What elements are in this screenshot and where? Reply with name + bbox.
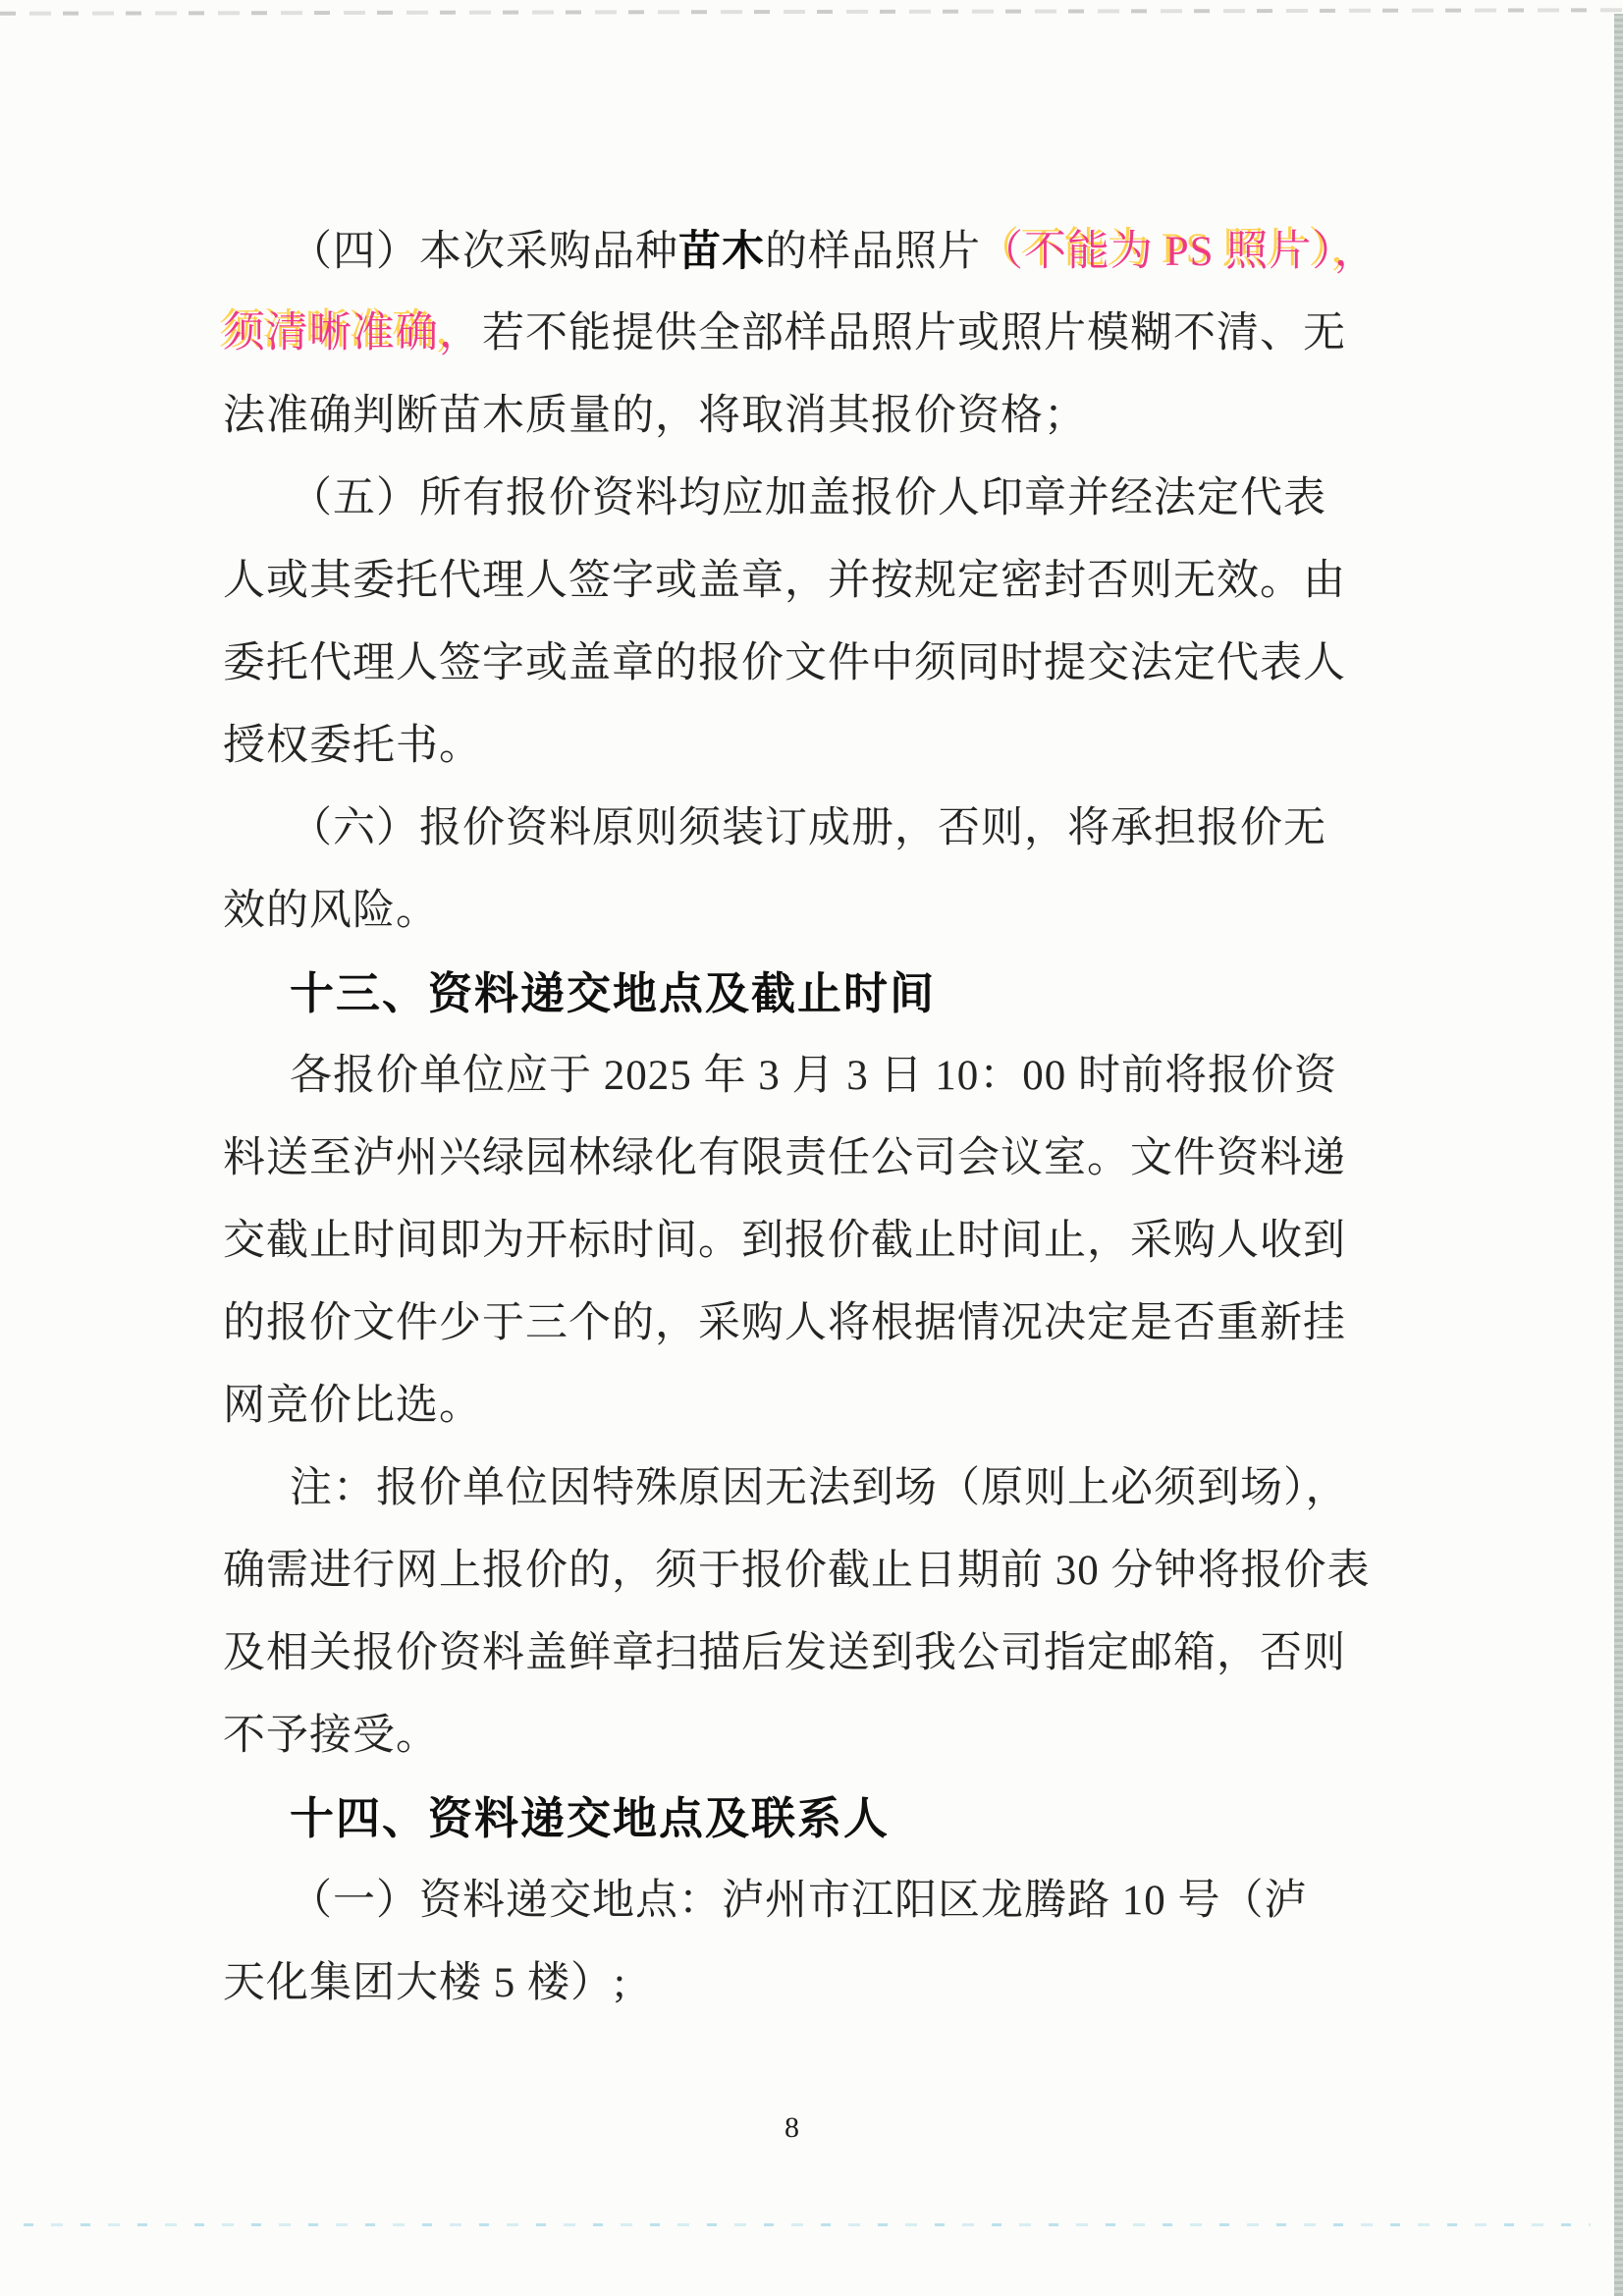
text-segment: 委托代理人签字或盖章的报价文件中须同时提交法定代表人 bbox=[223, 640, 1346, 686]
text-line bbox=[223, 1942, 1381, 2025]
text-line bbox=[223, 1035, 1381, 1118]
text-segment: 注：报价单位因特殊原因无法到场（原则上必须到场）， bbox=[290, 1465, 1349, 1511]
text-line bbox=[223, 458, 1381, 540]
text-segment: 确需进行网上报价的，须于报价截止日期前 30 分钟将报价表 bbox=[223, 1548, 1371, 1594]
document-text-block bbox=[223, 210, 1381, 2025]
text-segment: 十四、资料递交地点及联系人 bbox=[290, 1793, 891, 1843]
text-segment: 及相关报价资料盖鲜章扫描后发送到我公司指定邮箱，否则 bbox=[223, 1630, 1346, 1676]
text-line bbox=[223, 1530, 1381, 1613]
text-segment: （六）报价资料原则须装订成册，否则，将承担报价无 bbox=[290, 805, 1326, 851]
text-segment: 授权委托书。 bbox=[223, 723, 482, 769]
scan-artifact-right-edge bbox=[1614, 14, 1623, 2296]
scan-artifact-top-edge bbox=[0, 8, 1623, 15]
text-line bbox=[223, 1613, 1381, 1695]
text-segment: 交截止时间即为开标时间。到报价截止时间止，采购人收到 bbox=[223, 1218, 1346, 1264]
text-segment: 若不能提供全部样品照片或照片模糊不清、无 bbox=[482, 310, 1346, 356]
text-segment: （五）所有报价资料均应加盖报价人印章并经法定代表 bbox=[290, 475, 1326, 521]
text-segment: （一）资料递交地点：泸州市江阳区龙腾路 10 号（泸 bbox=[290, 1878, 1308, 1924]
text-line bbox=[223, 1200, 1381, 1283]
text-segment: 人或其委托代理人签字或盖章，并按规定密封否则无效。由 bbox=[223, 558, 1346, 604]
text-segment: 天化集团大楼 5 楼）; bbox=[223, 1960, 626, 2006]
text-segment: 的样品照片 bbox=[765, 229, 981, 275]
red-emphasis-segment: 须清晰准确， bbox=[223, 310, 482, 356]
text-line bbox=[223, 1118, 1381, 1200]
text-segment: 不予接受。 bbox=[223, 1713, 439, 1759]
text-line bbox=[223, 870, 1381, 953]
text-line bbox=[223, 1283, 1381, 1365]
page-number: 8 bbox=[784, 2111, 799, 2144]
text-segment: 十三、资料递交地点及截止时间 bbox=[290, 968, 937, 1018]
red-emphasis-segment: （不能为 PS 照片）， bbox=[981, 229, 1378, 275]
text-segment: 料送至泸州兴绿园林绿化有限责任公司会议室。文件资料递 bbox=[223, 1135, 1346, 1181]
text-line bbox=[223, 788, 1381, 870]
text-line bbox=[223, 705, 1381, 788]
bold-emphasis-segment: 苗木 bbox=[678, 228, 765, 275]
scan-artifact-bottom-line bbox=[24, 2223, 1591, 2226]
section-heading bbox=[223, 953, 1381, 1035]
text-line bbox=[223, 210, 1381, 293]
text-line bbox=[223, 1860, 1381, 1942]
text-segment: 效的风险。 bbox=[223, 888, 439, 934]
section-heading bbox=[223, 1777, 1381, 1860]
text-line bbox=[223, 623, 1381, 705]
text-segment: 网竞价比选。 bbox=[223, 1383, 482, 1429]
text-segment: （四）本次采购品种 bbox=[290, 229, 678, 275]
text-line bbox=[223, 1695, 1381, 1777]
text-line bbox=[223, 375, 1381, 458]
text-segment: 各报价单位应于 2025 年 3 月 3 日 10：00 时前将报价资 bbox=[290, 1053, 1337, 1099]
text-segment: 法准确判断苗木质量的，将取消其报价资格； bbox=[223, 393, 1087, 439]
text-line bbox=[223, 540, 1381, 623]
text-line bbox=[223, 293, 1381, 375]
text-segment: 的报价文件少于三个的，采购人将根据情况决定是否重新挂 bbox=[223, 1300, 1346, 1346]
text-line bbox=[223, 1365, 1381, 1448]
text-line bbox=[223, 1448, 1381, 1530]
